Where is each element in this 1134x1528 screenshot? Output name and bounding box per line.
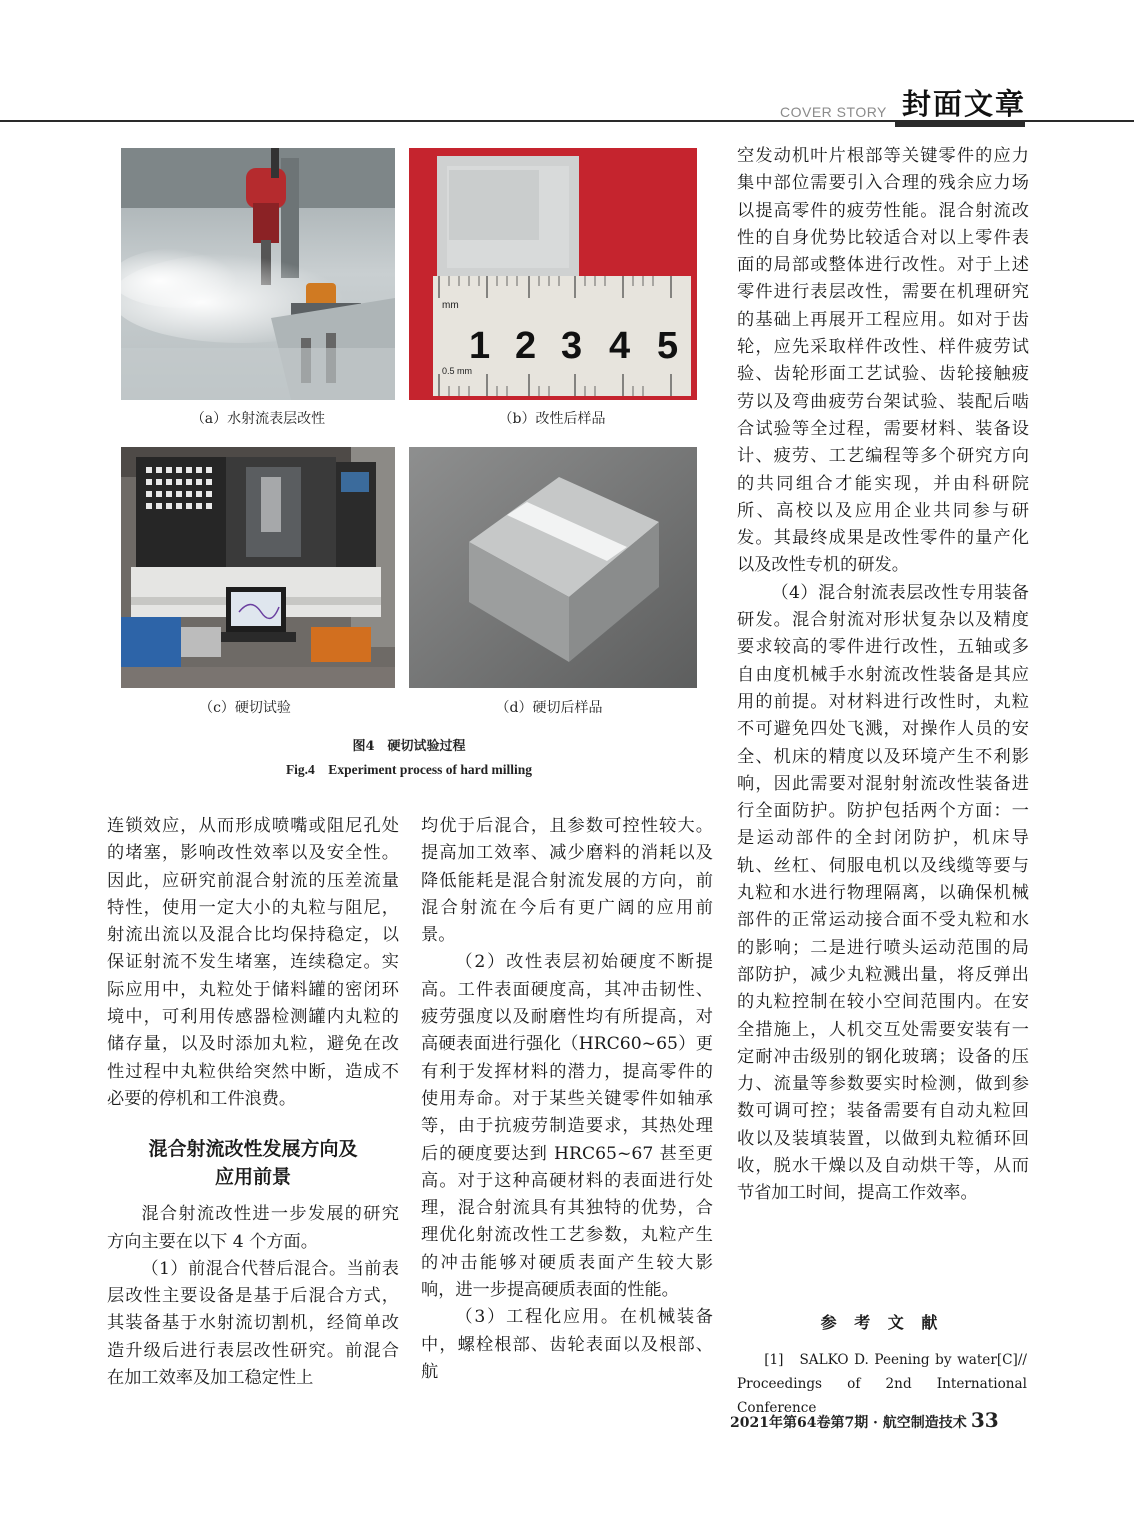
col3-paragraph-1: 空发动机叶片根部等关键零件的应力集中部位需要引入合理的残余应力场以提高零件的疲劳性能。混合射流改性的自身优势比较适合对以上零件表面的局部或整体进行改性。对于上述零件进行表层改性，需要在机理研究的基础上再展开工程应用。如对于齿轮，应先采取样件改性、样件疲劳试验、齿轮形面工艺试验、齿轮接触疲劳以及弯曲疲劳台架试验、装配后啮合试验等全过程，需要材料、装备设计、疲劳、工艺编程等多个研究方向的共同组合才能实现，并由科研院所、高校以及应用企业共同参与研发。其最终成果是改性零件的量产化以及改性专机的研发。 — [737, 146, 1029, 576]
section-title: 封面文章 — [902, 87, 1027, 121]
col3-paragraph-2: （4）混合射流表层改性专用装备研发。混合射流对形状复杂以及精度要求较高的零件进行改性，五轴或多自由度机械手水射流改性装备是其应用的前提。对材料进行改性时，丸粒不可避免四处飞溅，对操作人员的安全、机床的精度以及环境产生不利影响，因此需要对混射射流改性装备进行全面防护。防护包括两个方面：一是运动部件的全封闭防护，机床导轨、丝杠、伺服电机以及线缆等要与丸粒和水进行物理隔离，以确保机械部件的正常运动接合面不受丸粒和水的影响；二是进行喷头运动范围的局部防护，减少丸粒溅出量，将反弹出的丸粒控制在较小空间范围内。在安全措施上，人机交互处需要安装有一定耐冲击级别的钢化玻璃；设备的压力、流量等参数要实时检测，做到参数可调可控；装备需要有自动丸粒回收以及装填装置，以做到丸粒循环回收，脱水干燥以及自动烘干等，从而节省加工时间，提高工作效率。 — [737, 582, 1029, 1204]
section-heading — [107, 1135, 399, 1191]
figure-d-caption: （d）硬切后样品 — [495, 700, 603, 716]
figure-title-cn: 图4 硬切试验过程 — [352, 739, 466, 754]
col1-paragraph-2: 混合射流改性进一步发展的研究方向主要在以下 4 个方面。 — [107, 1204, 399, 1252]
figure-b-caption: （b）改性后样品 — [498, 411, 606, 427]
ruler-mm-label: mm — [442, 300, 459, 311]
figure-a-caption: （a）水射流表层改性 — [190, 411, 326, 427]
ruler-number-1: 1 — [469, 325, 491, 367]
col1-paragraph-3: （1）前混合代替后混合。当前表层改性主要设备是基于后混合方式，其装备基于水射流切割机，经简单改造升级后进行表层改性研究。前混合在加工效率及加工稳定性上 — [107, 1258, 399, 1389]
text-column-3 — [737, 143, 1029, 1208]
reference-1: [1] SALKO D. Peening by water[C]// Proceedings of 2nd International Conference — [737, 1352, 1027, 1416]
ruler-number-2: 2 — [515, 325, 537, 367]
text-column-1 — [107, 813, 399, 1392]
milling-machine-photo-image — [121, 447, 395, 688]
page-footer — [730, 1408, 999, 1432]
figure-a-photo — [121, 148, 395, 400]
col2-paragraph-2: （2）改性表层初始硬度不断提高。工件表面硬度高，其冲击韧性、疲劳强度以及耐磨性均有所提高，对高硬表面进行强化（HRC60~65）更有利于发挥材料的潜力，提高零件的使用寿命。对于某些关键零件如轴承等，由于抗疲劳制造要求，其热处理后的硬度要达到 HRC65~67 甚至更高。对于这种高硬材料的表面进行处理，混合射流具有其独特的优势，合理优化射流改性工艺参数，丸粒产生的冲击能够对硬质表面产生较大影响，进一步提高硬质表面的性能。 — [421, 952, 713, 1301]
page-number: 33 — [970, 1408, 999, 1432]
ruler-number-4: 4 — [609, 325, 631, 367]
journal-info: 2021年第64卷第7期 · 航空制造技术 — [730, 1415, 967, 1431]
cover-story-label: COVER STORY — [780, 104, 887, 120]
figure-title-en: Fig.4 Experiment process of hard milling — [285, 762, 533, 777]
col2-paragraph-3: （3）工程化应用。在机械装备中，螺栓根部、齿轮表面以及根部、航 — [421, 1307, 713, 1382]
figure-d-photo — [409, 447, 697, 688]
ruler-number-5: 5 — [657, 325, 679, 367]
section-heading-line-2: 应用前景 — [214, 1166, 291, 1189]
figure-b-photo — [409, 148, 697, 400]
references-heading: 参 考 文 献 — [820, 1313, 944, 1332]
ruler-number-3: 3 — [561, 325, 583, 367]
milled-block-photo-image — [409, 447, 697, 688]
section-heading-line-1: 混合射流改性发展方向及 — [148, 1138, 358, 1161]
text-column-2 — [421, 813, 713, 1386]
ruler-half-label: 0.5 mm — [442, 366, 473, 376]
col2-paragraph-1: 均优于后混合，且参数可控性较大。提高加工效率、减少磨料的消耗以及降低能耗是混合射流发展的方向，前混合射流在今后有更广阔的应用前景。 — [421, 816, 713, 946]
col1-paragraph-1: 连锁效应，从而形成喷嘴或阻尼孔处的堵塞，影响改性效率以及安全性。因此，应研究前混合射流的压差流量特性，使用一定大小的丸粒与阻尼，射流出流以及混合比均保持稳定，以保证射流不发生堵塞，连续稳定。实际应用中，丸粒处于储料罐的密闭环境中，可利用传感器检测罐内丸粒的储存量，以及时添加丸粒，避免在改性过程中丸粒供给突然中断，造成不必要的停机和工件浪费。 — [107, 816, 399, 1109]
figure-c-caption: （c）硬切试验 — [199, 700, 291, 716]
sample-with-ruler-image — [409, 148, 697, 400]
water-jet-photo-image — [121, 148, 395, 400]
figure-c-photo — [121, 447, 395, 688]
